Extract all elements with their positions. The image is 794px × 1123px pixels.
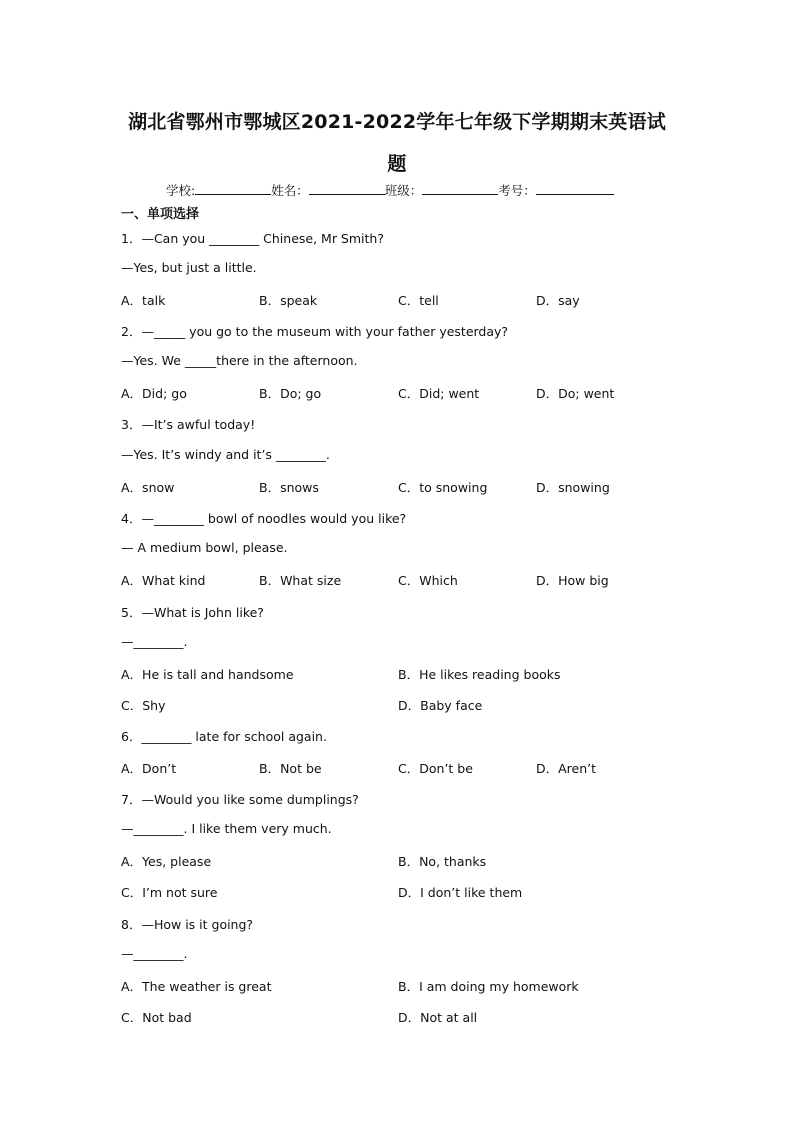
question-6-stem: 6．________ late for school again. bbox=[121, 729, 327, 744]
exam-title-line-1: 湖北省鄂州市鄂城区2021-2022学年七年级下学期期末英语试 bbox=[128, 111, 666, 133]
question-4-option-d[interactable]: D．How big bbox=[536, 573, 609, 588]
question-3-option-b[interactable]: B．snows bbox=[259, 480, 319, 495]
question-6-option-c[interactable]: C．Don’t be bbox=[398, 761, 473, 776]
question-8-option-b[interactable]: B．I am doing my homework bbox=[398, 979, 579, 994]
question-2-option-d[interactable]: D．Do; went bbox=[536, 386, 615, 401]
question-7-stem: 7．—Would you like some dumplings? bbox=[121, 792, 359, 807]
school-blank bbox=[195, 181, 271, 195]
question-8-stem: 8．—How is it going? bbox=[121, 917, 254, 932]
question-6-option-b[interactable]: B．Not be bbox=[259, 761, 322, 776]
question-5-stem: 5．—What is John like? bbox=[121, 605, 264, 620]
question-3-stem: 3．—It’s awful today! bbox=[121, 417, 256, 432]
question-3-option-a[interactable]: A．snow bbox=[121, 480, 175, 495]
class-blank bbox=[422, 181, 498, 195]
question-6-option-d[interactable]: D．Aren’t bbox=[536, 761, 597, 776]
question-1-option-a[interactable]: A．talk bbox=[121, 293, 166, 308]
question-3-option-d[interactable]: D．snowing bbox=[536, 480, 610, 495]
class-label: 班级： bbox=[384, 183, 423, 198]
question-2-option-a[interactable]: A．Did; go bbox=[121, 386, 187, 401]
question-1-option-d[interactable]: D．say bbox=[536, 293, 580, 308]
question-3-option-c[interactable]: C．to snowing bbox=[398, 480, 488, 495]
question-5-option-b[interactable]: B．He likes reading books bbox=[398, 667, 561, 682]
question-8-option-d[interactable]: D．Not at all bbox=[398, 1010, 478, 1025]
question-1-reply: —Yes, but just a little. bbox=[121, 260, 257, 275]
question-3-reply: —Yes. It’s windy and it’s ________. bbox=[121, 447, 330, 462]
question-7-option-c[interactable]: C．I’m not sure bbox=[121, 885, 218, 900]
question-7-option-b[interactable]: B．No, thanks bbox=[398, 854, 487, 869]
question-2-option-b[interactable]: B．Do; go bbox=[259, 386, 322, 401]
question-4-option-a[interactable]: A．What kind bbox=[121, 573, 206, 588]
section-heading: 一、单项选择 bbox=[121, 207, 200, 222]
question-1-option-c[interactable]: C．tell bbox=[398, 293, 439, 308]
question-5-option-d[interactable]: D．Baby face bbox=[398, 698, 483, 713]
question-8-reply: —________. bbox=[121, 946, 188, 961]
question-7-option-d[interactable]: D．I don’t like them bbox=[398, 885, 523, 900]
question-2-reply: —Yes. We _____there in the afternoon. bbox=[121, 353, 358, 368]
exam-number-label: 考号： bbox=[498, 183, 536, 198]
question-5-reply: —________. bbox=[121, 634, 188, 649]
question-8-option-c[interactable]: C．Not bad bbox=[121, 1010, 192, 1025]
question-2-option-c[interactable]: C．Did; went bbox=[398, 386, 480, 401]
question-6-option-a[interactable]: A．Don’t bbox=[121, 761, 177, 776]
question-4-reply: — A medium bowl, please. bbox=[121, 540, 288, 555]
question-4-option-b[interactable]: B．What size bbox=[259, 573, 342, 588]
question-5-option-c[interactable]: C．Shy bbox=[121, 698, 166, 713]
question-4-option-c[interactable]: C．Which bbox=[398, 573, 458, 588]
question-2-stem: 2．—_____ you go to the museum with your father yesterday? bbox=[121, 324, 509, 339]
question-8-option-a[interactable]: A．The weather is great bbox=[121, 979, 272, 994]
question-1-option-b[interactable]: B．speak bbox=[259, 293, 318, 308]
name-label: 姓名： bbox=[271, 183, 309, 198]
question-4-stem: 4．—________ bowl of noodles would you like? bbox=[121, 511, 407, 526]
question-5-option-a[interactable]: A．He is tall and handsome bbox=[121, 667, 294, 682]
exam-number-blank bbox=[536, 181, 614, 195]
student-info-row bbox=[166, 181, 614, 199]
question-7-option-a[interactable]: A．Yes, please bbox=[121, 854, 212, 869]
question-7-reply: —________. I like them very much. bbox=[121, 821, 332, 836]
exam-title-line-2: 题 bbox=[387, 153, 407, 175]
question-1-stem: 1．—Can you ________ Chinese, Mr Smith? bbox=[121, 231, 384, 246]
school-label: 学校: bbox=[166, 183, 196, 198]
name-blank bbox=[309, 181, 385, 195]
